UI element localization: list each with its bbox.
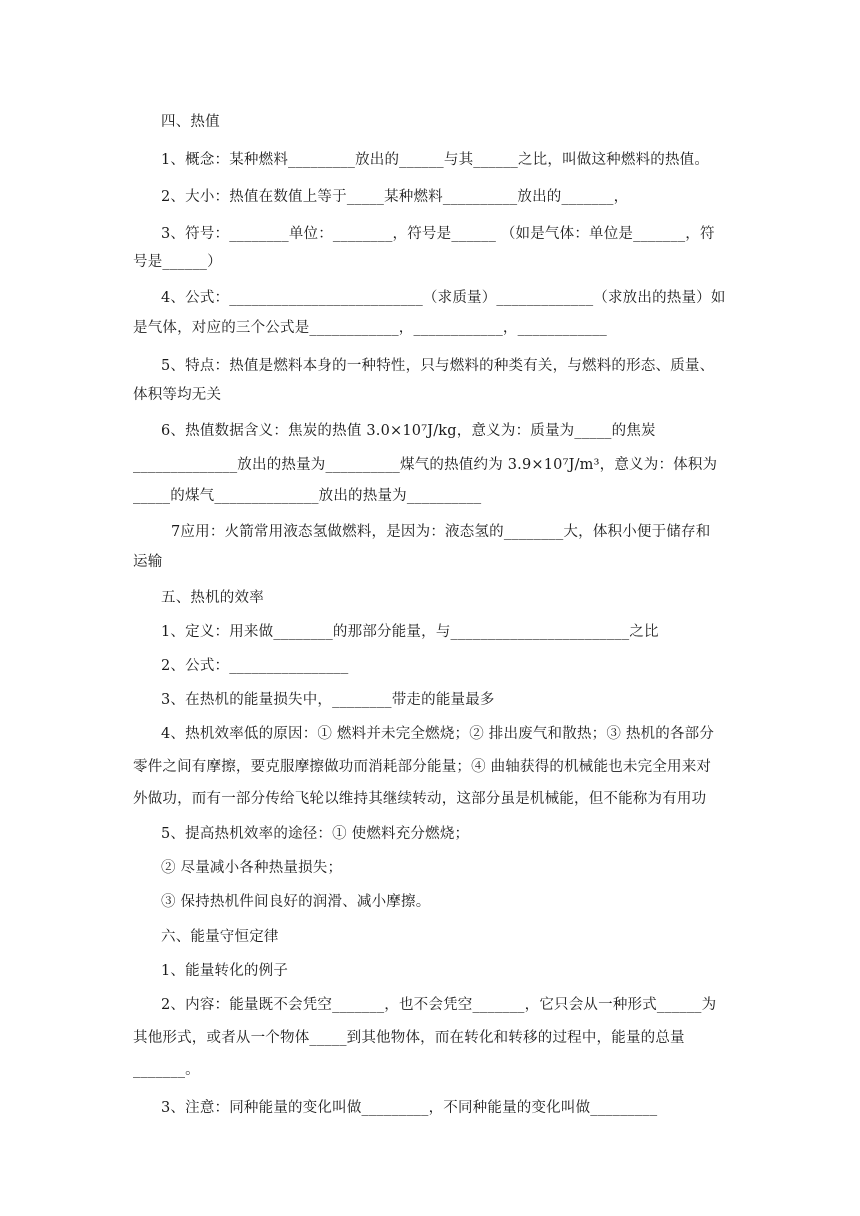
text-line: 2、内容：能量既不会凭空_______，也不会凭空_______，它只会从一种形式______为 [161,997,717,1013]
text-line: 1、概念：某种燃料_________放出的______与其______之比，叫做这种燃料的热值。 [161,152,710,168]
text-line: 号是______） [133,254,222,270]
text-line: 2、大小：热值在数值上等于_____某种燃料__________放出的_______， [161,189,629,205]
text-line: 2、公式：________________ [161,658,349,674]
text-line: 4、热机效率低的原因：① 燃料并未完全燃烧；② 排出废气和散热；③ 热机的各部分 [161,726,715,742]
text-line: 5、特点：热值是燃料本身的一种特性，只与燃料的种类有关，与燃料的形态、质量、 [161,358,715,374]
text-line: 是气体，对应的三个公式是____________，____________，____________ [133,320,607,336]
section-heading-energy-conservation: 六、能量守恒定律 [161,929,279,945]
text-line: 3、在热机的能量损失中，________带走的能量最多 [161,692,495,708]
text-line: 外做功，而有一部分传给飞轮以维持其继续转动，这部分虽是机械能，但不能称为有用功 [133,791,707,807]
text-line: ______________放出的热量为__________煤气的热值约为 3.9×10⁷J/m³，意义为：体积为 [133,457,718,473]
section-heading-heat-value: 四、热值 [161,114,220,130]
text-line: 体积等均无关 [133,387,222,403]
text-line: 5、提高热机效率的途径：① 使燃料充分燃烧； [161,826,470,842]
text-line: _____的煤气______________放出的热量为__________ [133,488,482,504]
text-line: _______。 [133,1062,200,1078]
text-line: 零件之间有摩擦，要克服摩擦做功而消耗部分能量；④ 曲轴获得的机械能也未完全用来对 [133,759,712,775]
text-line: 6、热值数据含义：焦炭的热值 3.0×10⁷J/kg，意义为：质量为_____的焦炭 [161,423,656,439]
text-line: 7应用：火箭常用液态氢做燃料，是因为：液态氢的________大，体积小便于储存和 [171,524,711,540]
text-line: 4、公式：__________________________（求质量）_____________（求放出的热量）如 [161,290,726,306]
text-line: 1、能量转化的例子 [161,963,289,979]
text-line: 运输 [133,554,163,570]
text-line: ② 尽量减小各种热量损失； [161,860,343,876]
text-line: 1、定义：用来做________的那部分能量，与________________________之比 [161,624,659,640]
text-line: 3、注意：同种能量的变化叫做_________，不同种能量的变化叫做_________ [161,1100,658,1116]
text-line: 其他形式，或者从一个物体_____到其他物体，而在转化和转移的过程中，能量的总量 [133,1030,685,1046]
text-line: 3、符号：________单位：________，符号是______ （如是气体：单位是_______，符 [161,226,715,242]
section-heading-engine-efficiency: 五、热机的效率 [161,590,264,606]
text-line: ③ 保持热机件间良好的润滑、减小摩擦。 [161,894,431,910]
